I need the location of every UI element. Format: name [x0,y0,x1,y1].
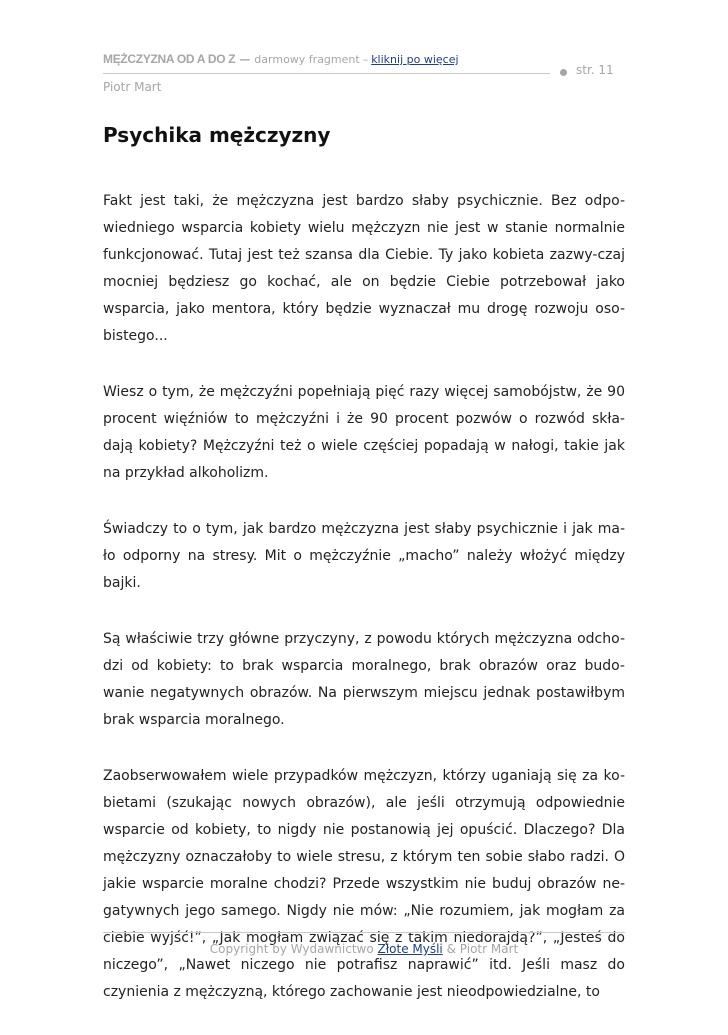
book-brand: MĘŻCZYZNA OD A DO Z [103,52,236,66]
bullet-icon [560,69,567,76]
paragraph: Wiesz o tym, że mężczyźni popełniają pięć razy więcej samobójstw, że 90 procent więźniów to mężczyźni i że 90 procent pozwów o rozwód skła-dają kobiety? Mężczyźni też o wiele częściej popadają w nałogi, takie jak na przykład alkoholizm. [103,384,625,481]
header-separator: – [362,53,369,66]
copyright-suffix: & Piotr Mart [446,942,519,956]
footer-divider [103,932,625,933]
more-link[interactable]: kliknij po więcej [371,53,459,66]
copyright-prefix: Copyright by Wydawnictwo [209,942,374,956]
paragraph: Fakt jest taki, że mężczyzna jest bardzo słaby psychicznie. Bez odpo-wiedniego wsparcia kobiety wielu mężczyzn nie jest w stanie normalnie funkcjonować. Tutaj jest też szansa dla Ciebie. Ty jako kobieta zazwy-czaj mocniej będziesz go kochać, ale on będzie Ciebie potrzebował jako wsparcia, jako mentora, który będzie wyznaczał mu drogę rozwoju oso-bistego... [103,193,625,344]
header-dash: — [239,53,251,66]
publisher-link[interactable]: Złote Myśli [377,942,443,956]
paragraph: Świadczy to o tym, jak bardzo mężczyzna jest słaby psychicznie i jak ma-ło odporny na stresy. Mit o mężczyźnie „macho” należy włożyć między bajki. [103,521,625,591]
page-number: str. 11 [576,63,614,77]
header-divider [103,73,550,74]
paragraph: Zaobserwowałem wiele przypadków mężczyzn, którzy uganiają się za ko-bietami (szukając nowych obrazów), ale jeśli otrzymują odpowiednie wsparcie od kobiety, to nigdy nie postanowią jej opuścić. Dlaczego? Dla mężczyzny oznaczałoby to wiele stresu, z którym ten sobie słabo radzi. O jakie wsparcie moralne chodzi? Przede wszystkim nie buduj obrazów ne-gatywnych jego samego. Nigdy nie mów: „Nie rozumiem, jak mogłam za ciebie wyjść!”, „Jak mogłam związać się z takim niedorajdą?”, „Jesteś do niczego”, „Nawet niczego nie potrafisz naprawić” itd. Jeśli masz do czynienia z mężczyzną, którego zachowanie jest nieodpowiedzialne, to [103,768,625,1000]
author-name: Piotr Mart [103,80,162,94]
header-title [103,52,459,66]
fragment-label: darmowy fragment [254,53,360,66]
paragraph: Są właściwie trzy główne przyczyny, z powodu których mężczyzna odcho-dzi od kobiety: to brak wsparcia moralnego, brak obrazów oraz budo-wanie negatywnych obrazów. Na pierwszym miejscu jednak postawiłbym brak wsparcia moralnego. [103,631,625,728]
document-body [103,188,625,1035]
page-title: Psychika mężczyzny [103,123,331,147]
footer [103,942,625,956]
